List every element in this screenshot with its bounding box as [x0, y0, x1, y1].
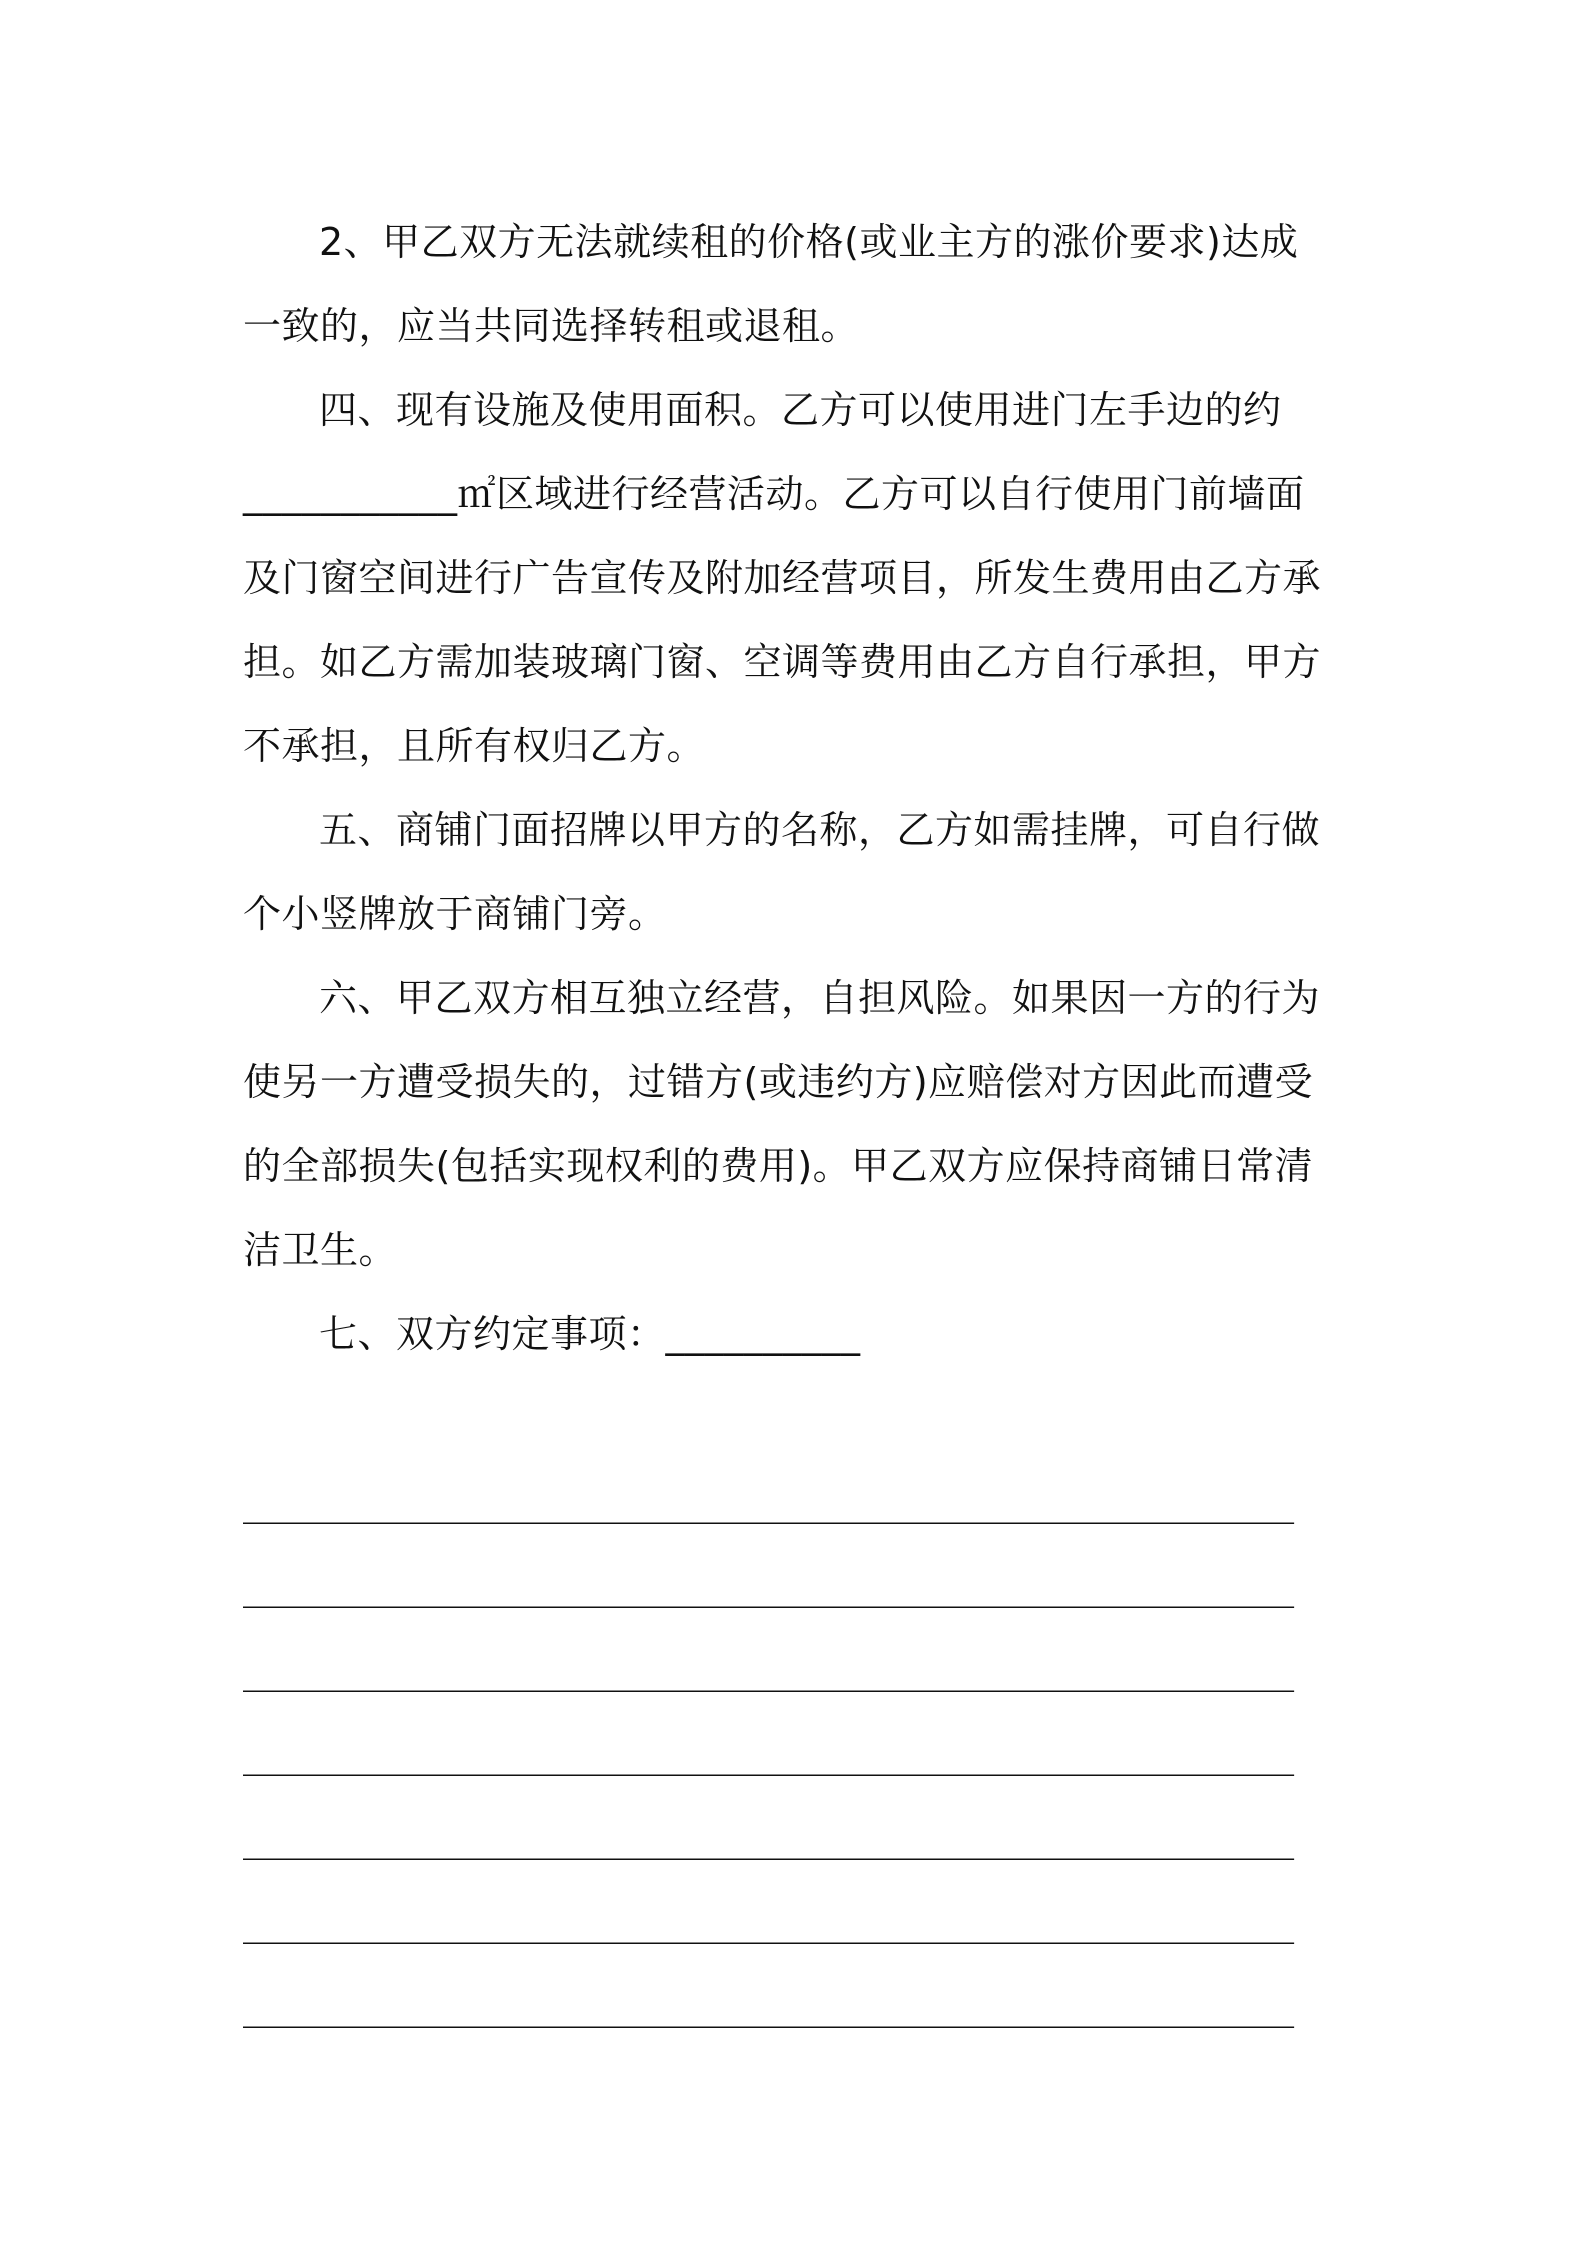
text-line: 七、双方约定事项：__________ [319, 1312, 861, 1356]
blank-line: ________________________________________________ [243, 1648, 1294, 1692]
blank-line: ________________________________________________ [243, 1732, 1294, 1776]
paragraph-independent-operation [243, 956, 1353, 1292]
blank-line: ________________________________________________ [243, 1816, 1294, 1860]
text-line: 2、甲乙双方无法就续租的价格(或业主方的涨价要求)达成 [319, 220, 1299, 264]
text-line: 担。如乙方需加装玻璃门窗、空调等费用由乙方自行承担，甲方 [243, 640, 1322, 684]
document-page [243, 200, 1353, 2048]
text-line: ___________㎡区域进行经营活动。乙方可以自行使用门前墙面 [243, 472, 1305, 516]
spacer [243, 1376, 1353, 1460]
blank-line: ________________________________________________ [243, 1480, 1294, 1524]
blank-line: ________________________________________________ [243, 1900, 1294, 1944]
paragraph-agreed-matters [243, 1292, 1353, 1376]
text-line: 六、甲乙双方相互独立经营，自担风险。如果因一方的行为 [319, 976, 1321, 1020]
text-line: 五、商铺门面招牌以甲方的名称，乙方如需挂牌，可自行做 [319, 808, 1321, 852]
blank-line: ________________________________________________ [243, 1564, 1294, 1608]
text-line: 个小竖牌放于商铺门旁。 [243, 892, 667, 936]
paragraph-renewal [243, 200, 1353, 368]
paragraph-signboard [243, 788, 1353, 956]
text-line: 的全部损失(包括实现权利的费用)。甲乙双方应保持商铺日常清 [243, 1144, 1314, 1188]
blank-line: ________________________________________________ [243, 1984, 1294, 2028]
text-line: 使另一方遭受损失的，过错方(或违约方)应赔偿对方因此而遭受 [243, 1060, 1314, 1104]
blank-lines-area [243, 1460, 1353, 2048]
text-line: 四、现有设施及使用面积。乙方可以使用进门左手边的约 [319, 388, 1282, 432]
paragraph-facilities [243, 368, 1353, 788]
text-line: 洁卫生。 [243, 1228, 398, 1272]
text-line: 一致的，应当共同选择转租或退租。 [243, 304, 860, 348]
text-line: 及门窗空间进行广告宣传及附加经营项目，所发生费用由乙方承 [243, 556, 1322, 600]
text-line: 不承担，且所有权归乙方。 [243, 724, 706, 768]
